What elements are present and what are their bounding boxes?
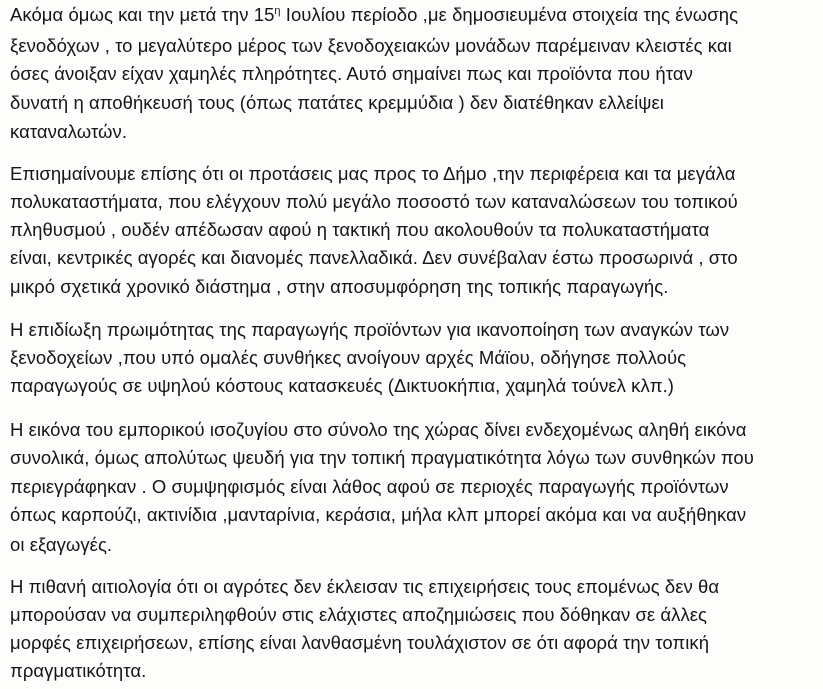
paragraph-3-line-1: Η επιδίωξη πρωιμότητας της παραγωγής προϊόντων για ικανοποίηση των αναγκών των: [10, 319, 730, 340]
ordinal-superscript: η: [274, 5, 281, 17]
paragraph-2-line-5: μικρό σχετικά χρονικό διάστημα , στην αποσυμφόρηση της τοπικής παραγωγής.: [10, 276, 669, 297]
paragraph-5-line-1: Η πιθανή αιτιολογία ότι οι αγρότες δεν έκλεισαν τις επιχειρήσεις τους επομένως δεν θα: [10, 576, 720, 597]
paragraph-1-line-3: όσες άνοιξαν είχαν χαμηλές πληρότητες. Αυτό σημαίνει πως και προϊόντα που ήταν: [10, 63, 693, 84]
paragraph-4-line-1: Η εικόνα του εμπορικού ισοζυγίου στο σύνολο της χώρας δίνει ενδεχομένως αληθή εικόνα: [10, 419, 747, 440]
paragraph-1-line-4: δυνατή η αποθήκευσή τους (όπως πατάτες κρεμμύδια ) δεν διατέθηκαν ελλείψει: [10, 92, 664, 113]
paragraph-3-line-2: ξενοδοχείων ,που υπό ομαλές συνθήκες ανοίγουν αρχές Μάϊου, οδήγησε πολλούς: [10, 347, 687, 368]
paragraph-1-line-1: Ακόμα όμως και την μετά την $15^\eta$ Ιουλίου περίοδο ,με δημοσιευμένα στοιχεία της ένωσης: [10, 4, 739, 25]
paragraph-2-line-3: πληθυσμού , ουδέν απέδωσαν αφού η τακτική που ακολουθούν τα πολυκαταστήματα: [10, 219, 710, 240]
paragraph-2-line-4: είναι, κεντρικές αγορές και διανομές πανελλαδικά. Δεν συνέβαλαν έστω προσωρινά , στο: [10, 247, 738, 268]
paragraph-2-line-1: Επισημαίνουμε επίσης ότι οι προτάσεις μας προς το Δήμο ,την περιφέρεια και τα μεγάλα: [10, 163, 736, 184]
paragraph-4-line-4: όπως καρπούζι, ακτινίδια ,μανταρίνια, κεράσια, μήλα κλπ μπορεί ακόμα και να αυξήθηκαν: [10, 504, 747, 525]
paragraph-4-line-2: συνολικά, όμως απολύτως ψευδή για την τοπική πραγματικότητα λόγω των συνθηκών που: [10, 447, 754, 468]
paragraph-4-line-3: περιεγράφηκαν . Ο συμψηφισμός είναι λάθος αφού σε περιοχές παραγωγής προϊόντων: [10, 476, 729, 497]
paragraph-5-line-4: πραγματικότητα.: [10, 660, 147, 681]
paragraph-5-line-2: μπορούσαν να συμπεριληφθούν στις ελάχιστες αποζημιώσεις που δόθηκαν σε άλλες: [10, 604, 708, 625]
paragraph-5-line-3: μορφές επιχειρήσεων, επίσης είναι λανθασμένη τουλάχιστον σε ότι αφορά την τοπική: [10, 632, 710, 653]
paragraph-1-line-2: ξενοδόχων , το μεγαλύτερο μέρος των ξενοδοχειακών μονάδων παρέμειναν κλειστές και: [10, 35, 732, 56]
paragraph-4-line-5: οι εξαγωγές.: [10, 534, 113, 555]
paragraph-3-line-3: παραγωγούς σε υψηλού κόστους κατασκευές (Δικτυοκήπια, χαμηλά τούνελ κλπ.): [10, 375, 674, 396]
paragraph-2-line-2: πολυκαταστήματα, που ελέγχουν πολύ μεγάλο ποσοστό των καταναλώσεων του τοπικού: [10, 191, 738, 212]
paragraph-1-line-5: καταναλωτών.: [10, 121, 128, 142]
